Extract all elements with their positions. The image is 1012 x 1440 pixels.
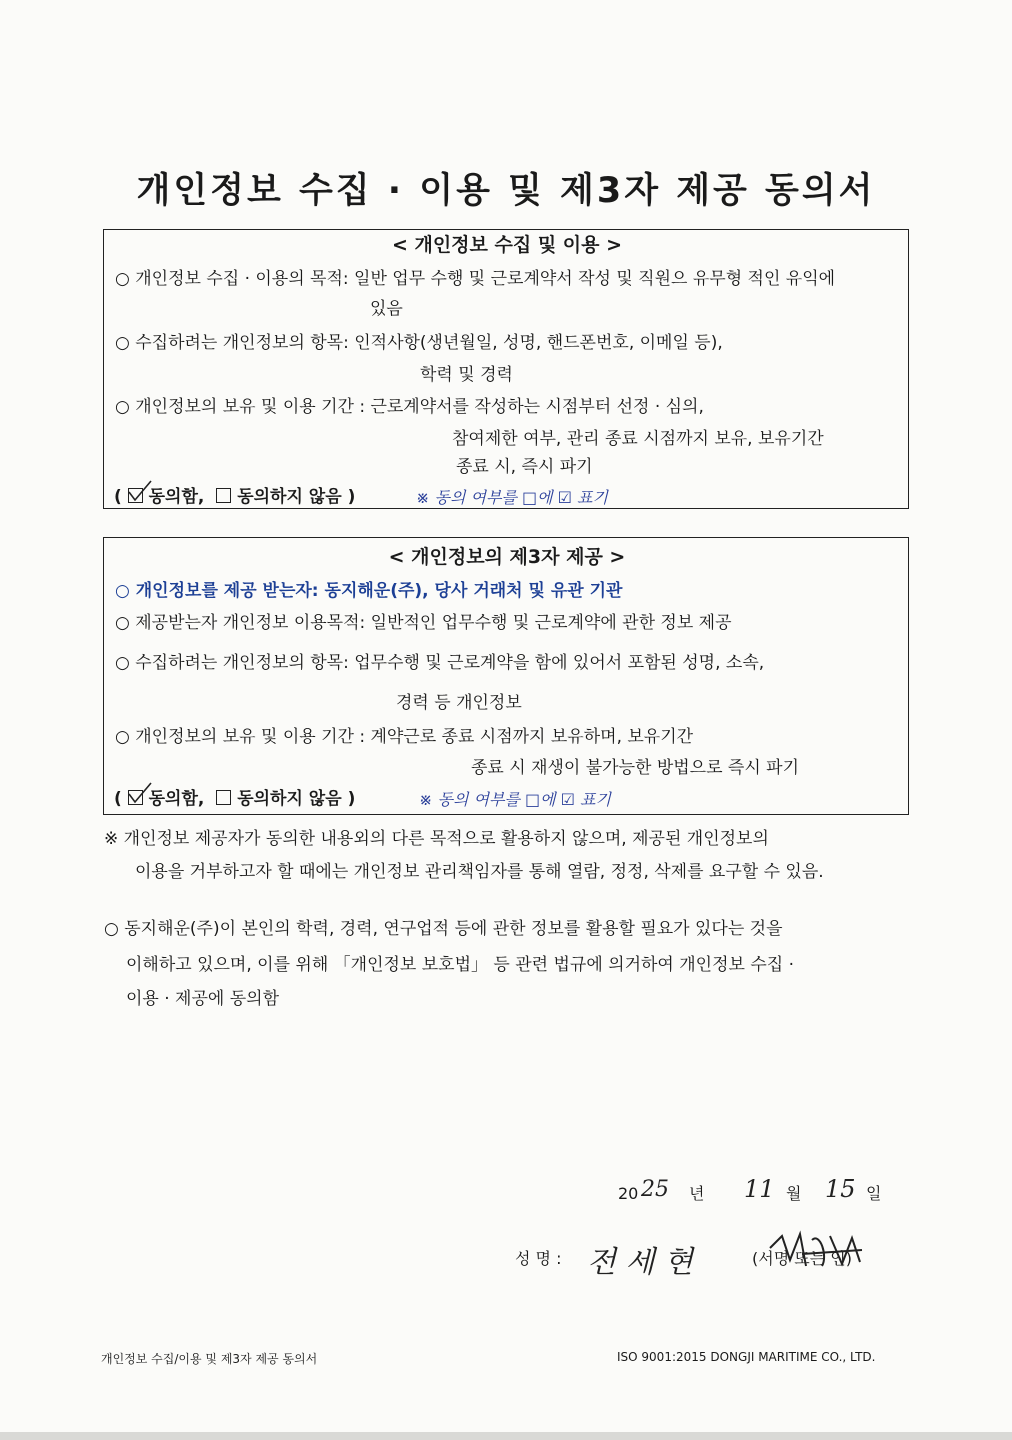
disagree-checkbox[interactable] xyxy=(216,790,231,805)
section-header: < 개인정보 수집 및 이용 > xyxy=(391,234,623,256)
footer-right: ISO 9001:2015 DONGJI MARITIME CO., LTD. xyxy=(617,1350,876,1364)
year-handwritten: 25 xyxy=(641,1177,669,1202)
agree-checkbox[interactable] xyxy=(128,790,143,805)
document-title: 개인정보 수집 · 이용 및 제3자 제공 동의서 xyxy=(136,171,876,211)
consent-row: ( 동의함, 동의하지 않음 ) xyxy=(114,486,355,508)
period-text: ○ 개인정보의 보유 및 이용 기간 : 근로계약서를 작성하는 시점부터 선정 · 심의, xyxy=(115,397,704,417)
items-text: ○ 수집하려는 개인정보의 항목: 인적사항(생년월일, 성명, 핸드폰번호, 이메일 등), xyxy=(115,333,723,353)
name-label: 성 명 : xyxy=(515,1249,562,1268)
agree-checkbox[interactable] xyxy=(128,488,143,503)
check-mark-icon xyxy=(127,480,153,502)
agree-label: 동의함, xyxy=(148,789,205,809)
year-unit: 년 xyxy=(689,1184,705,1203)
consent-row: ( 동의함, 동의하지 않음 ) xyxy=(114,788,355,810)
day-handwritten: 15 xyxy=(825,1175,856,1203)
day-unit: 일 xyxy=(866,1184,882,1203)
name-handwritten: 전 세 현 xyxy=(587,1245,694,1280)
period-text-cont2: 종료 시, 즉시 파기 xyxy=(456,457,593,477)
section-header: < 개인정보의 제3자 제공 > xyxy=(388,546,626,568)
page-edge xyxy=(0,1432,1012,1440)
items-text-cont: 학력 및 경력 xyxy=(420,365,513,385)
agree-label: 동의함, xyxy=(148,487,205,507)
period-text: ○ 개인정보의 보유 및 이용 기간 : 계약근로 종료 시점까지 보유하며, 보유기간 xyxy=(115,727,694,747)
disagree-label: 동의하지 않음 ) xyxy=(237,789,356,809)
month-unit: 월 xyxy=(786,1184,802,1203)
third-party-section xyxy=(103,537,909,815)
collection-use-section xyxy=(103,229,909,509)
notice-text-cont: 이용을 거부하고자 할 때에는 개인정보 관리책임자를 통해 열람, 정정, 삭제를 요구할 수 있음. xyxy=(135,862,824,882)
items-text-cont: 경력 등 개인정보 xyxy=(396,693,522,713)
consent-statement-cont2: 이용 · 제공에 동의함 xyxy=(126,989,279,1009)
check-mark-icon xyxy=(127,782,153,804)
year-prefix: 20 xyxy=(618,1184,639,1203)
disagree-checkbox[interactable] xyxy=(216,488,231,503)
consent-statement: ○ 동지해운(주)이 본인의 학력, 경력, 연구업적 등에 관한 정보를 활용할 필요가 있다는 것을 xyxy=(104,919,783,939)
purpose-text-cont: 있음 xyxy=(370,299,403,319)
consent-instruction: ※ 동의 여부를 □에 ☑ 표기 xyxy=(419,790,611,809)
month-handwritten: 11 xyxy=(744,1175,775,1203)
consent-instruction: ※ 동의 여부를 □에 ☑ 표기 xyxy=(416,488,608,507)
consent-statement-cont: 이해하고 있으며, 이를 위해 「개인정보 보호법」 등 관련 법규에 의거하여 개인정보 수집 · xyxy=(126,955,795,975)
notice-text: ※ 개인정보 제공자가 동의한 내용외의 다른 목적으로 활용하지 않으며, 제공된 개인정보의 xyxy=(104,829,769,849)
sign-label: (서명 또는 인) xyxy=(752,1249,852,1268)
period-text-cont: 참여제한 여부, 관리 종료 시점까지 보유, 보유기간 xyxy=(452,429,824,449)
purpose-text: ○ 개인정보 수집 · 이용의 목적: 일반 업무 수행 및 근로계약서 작성 및 직원으 유무형 적인 유익에 xyxy=(115,269,836,289)
signature-scribble xyxy=(762,1226,882,1276)
recipient-text: ○ 개인정보를 제공 받는자: 동지해운(주), 당사 거래처 및 유관 기관 xyxy=(115,581,623,601)
disagree-label: 동의하지 않음 ) xyxy=(237,487,356,507)
purpose-text: ○ 제공받는자 개인정보 이용목적: 일반적인 업무수행 및 근로계약에 관한 정보 제공 xyxy=(115,613,732,633)
period-text-cont: 종료 시 재생이 불가능한 방법으로 즉시 파기 xyxy=(471,758,800,778)
footer-left: 개인정보 수집/이용 및 제3자 제공 동의서 xyxy=(101,1352,318,1366)
items-text: ○ 수집하려는 개인정보의 항목: 업무수행 및 근로계약을 함에 있어서 포함된 성명, 소속, xyxy=(115,653,765,673)
